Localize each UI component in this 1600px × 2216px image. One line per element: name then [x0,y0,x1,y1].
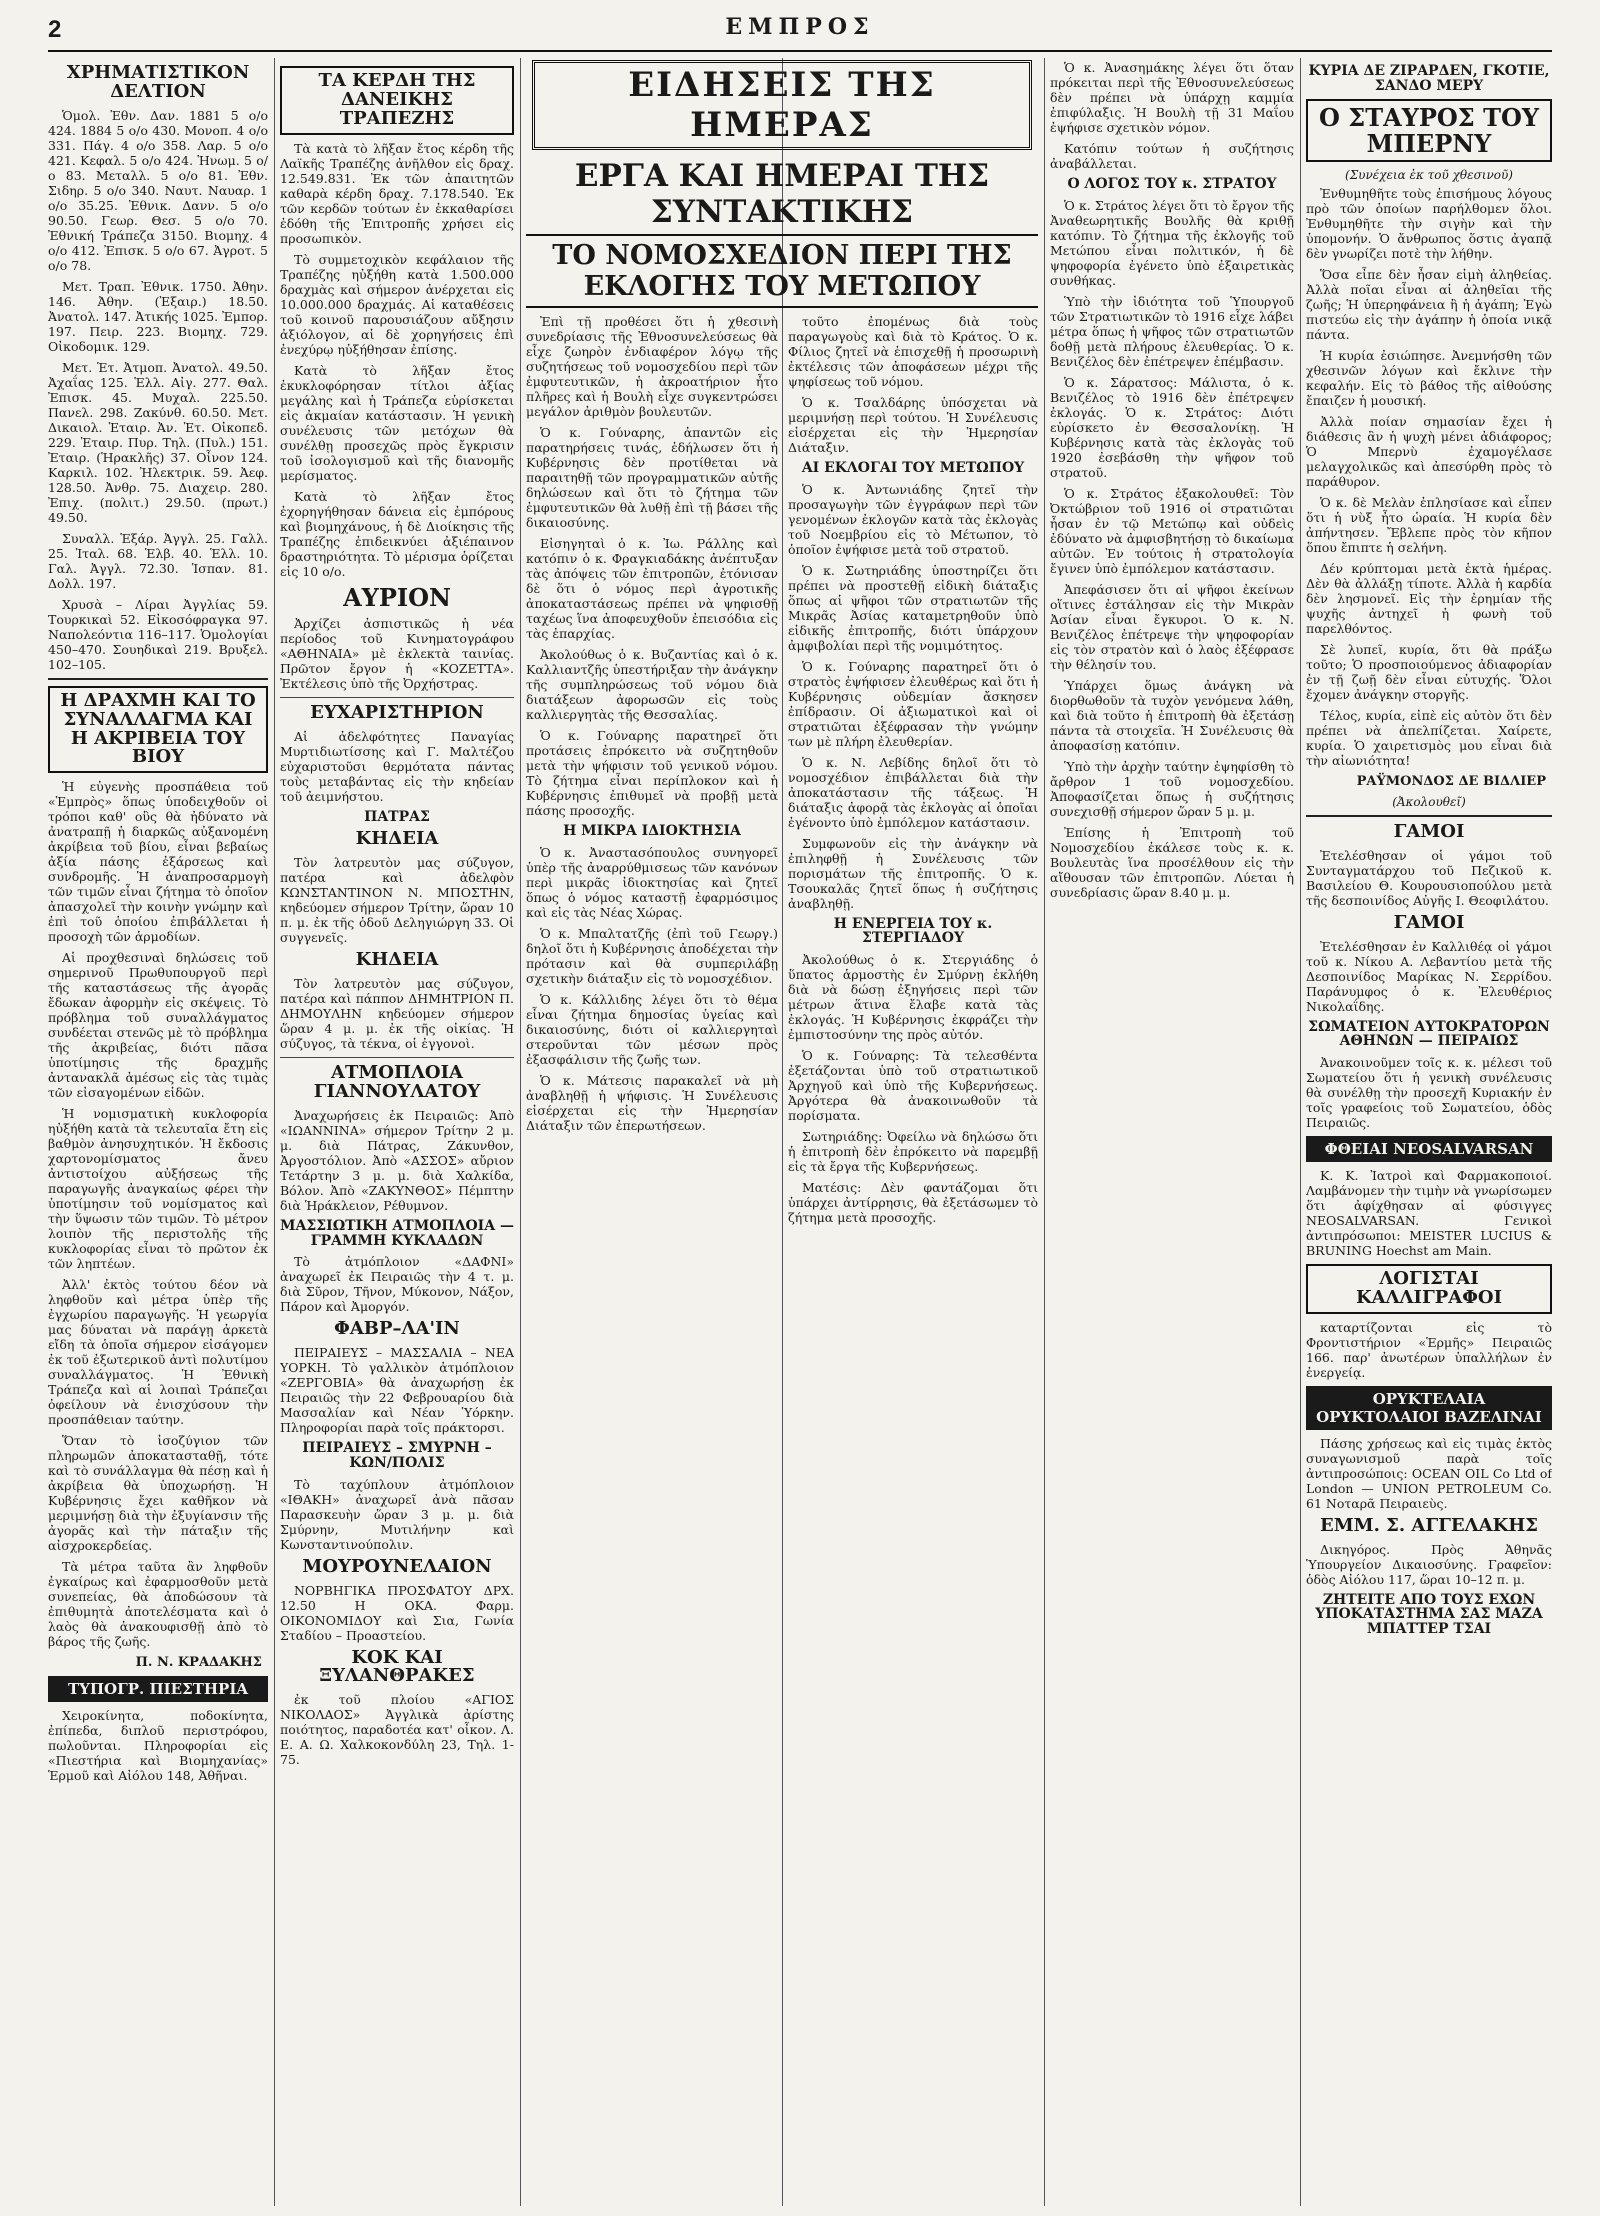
notice-text: Αἱ ἀδελφότητες Παναγίας Μυρτιδιωτίσσης καὶ Γ. Μαλτέζου εὐχαριστοῦσι θερμότατα πάντας τοὺς μεταβάντας εἰς τὴν κηδείαν τοῦ ἀειμνήστου. [280,728,514,804]
article-paragraph: τοῦτο ἐπομένως διὰ τοὺς παραγωγοὺς καὶ διὰ τὸ Κράτος. Ὁ κ. Φίλιος ζητεῖ νὰ ἐπισχεθῇ ἡ προσωρινὴ ἐκτέλεσις τῶν ἀποφάσεων μέχρι τῆς ψηφίσεως τοῦ νόμου. [788,314,1038,389]
ad-text: καταρτίζονται εἰς τὸ Φροντιστήριον «Ἑρμῆς» Πειραιῶς 166. παρ' ἀνωτέρων ὑπαλλήλων ἐν ἐνεργείᾳ. [1306,1319,1552,1380]
article-paragraph: Αἱ προχθεσιναὶ δηλώσεις τοῦ σημερινοῦ Πρωθυπουργοῦ περὶ τῆς καταστάσεως τῆς ἀγορᾶς ἔδωκαν ἀφορμὴν εἰς σκέψεις. Τὸ πρόβλημα τοῦ συναλλάγματος συνδέεται στενῶς μὲ τὸ πρόβλημα τῆς ἀκριβείας, διότι πᾶσα ὑποτίμησις τῆς δραχμῆς ἀντανακλᾶ ἀμέσως εἰς τὰς τιμὰς τῶν εἰσαγομένων εἰδῶν. [48,950,268,1101]
article-paragraph: Ὁ κ. Ἀναστασόπουλος συνηγορεῖ ὑπὲρ τῆς ἀναρρύθμισεως τῶν κανόνων περὶ μικρᾶς ἰδιοκτησίας καὶ ζητεῖ ὅπως ὁ νόμος καταστῇ ἐφαρμόσιμος καὶ εἰς τὰς Νέας Χώρας. [526,844,778,920]
article-paragraph: Κατὰ τὸ λῆξαν ἔτος ἐχορηγήθησαν δάνεια εἰς ἐμπόρους καὶ βιομηχάνους, ἡ δὲ Διοίκησις τῆς Τραπέζης ἐπιδεικνύει ἀξιέπαινον δραστηριότητα. Τὸ μέρισμα ὁρίζεται εἰς 10 ο/ο. [280,488,514,579]
ad-text: Δικηγόρος. Πρὸς Ἀθηνᾶς Ὑπουργείον Δικαιοσύνης. Γραφεῖον: ὁδὸς Αἰόλου 117, ὥραι 10–12 π. μ. [1306,1541,1552,1587]
article-paragraph: Ὁ κ. Κάλλιδης λέγει ὅτι τὸ θέμα εἶναι ζήτημα δημοσίας ὑγείας καὶ δικαιοσύνης, διότι οἱ καλλιεργηταὶ στεροῦνται τῶν μέσων πρὸς ἐξασφάλισιν τῆς ζωῆς των. [526,991,778,1067]
center-headlines [526,60,1038,310]
article-paragraph: Τὸ συμμετοχικὸν κεφάλαιον τῆς Τραπέζης ηὐξήθη κατὰ 1.500.000 δραχμὰς καὶ σήμερον ἀνέρχεται εἰς 10.000.000 δραχμάς. Αἱ καταθέσεις τοῦ κοινοῦ παρουσιάζουν αὔξησιν ἀξιόλογον, αἱ δὲ χορηγήσεις ἐπὶ ἐνεχύρῳ ηὐξήθησαν ἐπίσης. [280,251,514,357]
masthead [48,14,1552,52]
newspaper-page [48,14,1552,2206]
column-1 [48,60,268,2206]
article-paragraph: Ὁ κ. Μπαλτατζῆς (ἐπὶ τοῦ Γεωργ.) δηλοῖ ὅτι ἡ Κυβέρνησις ἀποδέχεται τὴν πρότασιν καὶ θὰ συμπεριλάβῃ σχετικὴν διάταξιν εἰς τὸ νομοσχέδιον. [526,925,778,986]
article-paragraph: Ἐπὶ τῇ προθέσει ὅτι ἡ χθεσινὴ συνεδρίασις τῆς Ἐθνοσυνελεύσεως θὰ εἶχε ζωηρὸν ἐνδιαφέρον λόγῳ τῆς συζητήσεως τοῦ νομοσχεδίου περὶ τῶν ἐμφυτευτικῶν, ἡ ἀκροατήριον ἦτο πλῆρες καὶ ἡ Βουλὴ εἶχε συγκεντρώσει μεγάλον ἀριθμὸν βουλευτῶν. [526,314,778,419]
article-headline: ΤΑ ΚΕΡΔΗ ΤΗΣ ΔΑΝΕΙΚΗΣ ΤΡΑΠΕΖΗΣ [280,66,514,135]
serial-title: Ο ΣΤΑΥΡΟΣ ΤΟΥ ΜΠΕΡΝΥ [1306,99,1552,161]
page-number: 2 [48,16,62,43]
article-paragraph: Ἐπίσης ἡ Ἐπιτροπὴ τοῦ Νομοσχεδίου ἐκάλεσε τοὺς κ. κ. Βουλευτὰς ἵνα προσέλθουν εἰς τὴν αἴθουσαν τῶν ἐπιτροπῶν. Λύεται ἡ συνεδρίασις ὥραν 8.40 μ. μ. [1050,824,1294,900]
article-paragraph: Ὁ κ. Στράτος ἐξακολουθεῖ: Τὸν Ὀκτώβριον τοῦ 1916 οἱ στρατιῶται ἦσαν ἐν τῷ Μετώπῳ καὶ οὐδεὶς ἐδύνατο νὰ ἀμφισβητήσῃ τὸ δικαίωμα αὐτῶν. Ἐν τούτοις ἡ στρατολογία ἔγινεν ὑπὸ ἐμπόλεμον κατάστασιν. [1050,485,1294,576]
article-paragraph: Ὑπὸ τὴν ἰδιότητα τοῦ Ὑπουργοῦ τῶν Στρατιωτικῶν τὸ 1916 εἶχε λάβει μέτρα ὅπως ἡ ψῆφος τῶν στρατιωτῶν δοθῇ μετὰ πλήρους ἐλευθερίας. Ὁ κ. Βενιζέλος δὲν ἐπέτρεψεν ἐπέμβασιν. [1050,293,1294,369]
stock-text: Μετ. Τραπ. Ἐθνικ. 1750. Ἀθην. 146. Ἀθην. (Ἐξαιρ.) 18.50. Ἀνατολ. 147. Ἀτικής 1025. Ἐμπορ. 197. Πειρ. 223. Βιομηχ. 729. Οἰκοδομικ. 129. [48,278,268,354]
serial-author: ΡΑΫΜΟΝΔΟΣ ΔΕ ΒΙΔΛΙΕΡ [1356,773,1546,789]
article-paragraph: Ὁ κ. Τσαλδάρης ὑπόσχεται νὰ μεριμνήσῃ περὶ τούτου. Ἡ Συνέλευσις εἰσέρχεται εἰς τὴν Ἡμερησίαν Διάταξιν. [788,395,1038,455]
article-paragraph: Ὁ κ. Σωτηριάδης ὑποστηρίζει ὅτι πρέπει νὰ προστεθῇ εἰδικὴ διάταξις ὅπως αἱ ψῆφοι τῶν στρατιωτῶν τῆς Μικρᾶς Ἀσίας καταμετρηθοῦν ὑπὸ εἰδικῆς ἐπιτροπῆς, διότι ὑπάρχουν ἀμφιβολίαι περὶ τῆς νομιμότητος. [788,562,1038,653]
main-headline: ΕΡΓΑ ΚΑΙ ΗΜΕΡΑΙ ΤΗΣ ΣΥΝΤΑΚΤΙΚΗΣ [526,156,1038,236]
section-headline: ΑΙ ΕΚΛΟΓΑΙ ΤΟΥ ΜΕΤΩΠΟΥ [801,460,1025,476]
article-paragraph: Ὁ κ. Στράτος λέγει ὅτι τὸ ἔργον τῆς Ἀναθεωρητικῆς Βουλῆς θὰ κριθῇ κατόπιν. Τὸ ζήτημα τῆς ἐκλογῆς τοῦ Μετώπου εἶναι πολιτικόν, ἡ δὲ ψηφοφορία ἐγένετο ὑπὸ ἐξαιρετικὰς συνθήκας. [1050,197,1294,288]
wedding-headline: ΓΑΜΟΙ [1393,820,1465,842]
article-signature: Π. Ν. ΚΡΑΔΑΚΗΣ [135,1655,262,1671]
ad-text: Πάσης χρήσεως καὶ εἰς τιμὰς ἐκτὸς συναγωνισμοῦ παρὰ τοῖς ἀντιπροσώποις: OCEAN OIL Co Ltd of London — UNION PETROLEUM Co. 61 Νοταρᾶ Πειραιεὺς. [1306,1435,1552,1511]
shipping-headline: ΠΕΙΡΑΙΕΥΣ – ΣΜΥΡΝΗ – ΚΩΝ/ΠΟΛΙΣ [302,1440,492,1471]
column-4 [788,314,1038,2206]
news-banner [532,60,1032,150]
article-paragraph: Τὰ κατὰ τὸ λῆξαν ἔτος κέρδη τῆς Λαϊκῆς Τραπέζης ἀνῆλθον εἰς δραχ. 12.549.831. Ἐκ τῶν ἀπαιτητῶν καθαρὰ κέρδη δραχ. 7.178.540. Ἐκ τῶν κερδῶν τούτων ἐν ἐκκαθαρίσει ἐδόθη τῆς Ἐπιτροπῆς χρήσει εἰς προσωπικὸν. [280,140,514,246]
article-paragraph: Ὁ κ. Γούναρης παρατηρεῖ ὅτι προτάσεις ἐπρόκειτο νὰ συζητηθοῦν μετὰ τὴν ψήφισιν τοῦ γενικοῦ νόμου. Τὸ ζήτημα εἶναι περίπλοκον καὶ ἡ Κυβέρνησις ἐπιθυμεῖ νὰ προβῇ μετὰ πάσης προσοχῆς. [526,728,778,818]
ad-headline: ΚΟΚ ΚΑΙ ΞΥΛΑΝΘΡΑΚΕΣ [319,1646,475,1687]
article-paragraph: Ὅταν τὸ ἰσοζύγιον τῶν πληρωμῶν ἀποκατασταθῇ, τότε καὶ τὸ συνάλλαγμα θὰ πέσῃ καὶ ἡ ἀκρίβεια θὰ ὑποχωρήσῃ. Ἡ Κυβέρνησις ἔχει καθῆκον νὰ μεριμνήσῃ διὰ τὴν ἐξυγίανσιν τῆς ἀγορᾶς καὶ τὴν πάταξιν τῆς αἰσχροκερδείας. [48,1433,268,1554]
article-paragraph: Ἀπεφάσισεν ὅτι αἱ ψῆφοι ἐκείνων οἵτινες ἐστάλησαν εἰς τὴν Μικρὰν Ἀσίαν εἶναι ἔγκυροι. Ὁ κ. Ν. Βενιζέλος ἐπέτρεψε τὴν ψηφοφορίαν εἰς τὸν στρατὸν καὶ ὁ λαὸς ἐξέφρασε τὴν θέλησίν του. [1050,581,1294,672]
serial-paragraph: Τέλος, κυρία, εἰπὲ εἰς αὐτὸν ὅτι δὲν πρέπει νὰ ἀπελπίζεται. Χαίρετε, κυρία. Ὁ χαιρετισμὸς μου εἶναι διὰ τὴν αἰωνιότητα! [1306,707,1552,768]
ad-text: ΖΗΤΕΙΤΕ ΑΠΟ ΤΟΥΣ ΕΧΩΝ ΥΠΟΚΑΤΑΣΤΗΜΑ ΣΑΣ ΜΑΖΑ ΜΠΑΤΤΕΡ ΤΣΑΙ [1315,1591,1543,1637]
funeral-text: Τὸν λατρευτὸν μας σύζυγον, πατέρα καὶ ἀδελφὸν ΚΩΝΣΤΑΝΤΙΝΟΝ Ν. ΜΠΟΣΤΗΝ, κηδεύομεν σήμερον Τρίτην, ὥραν 10 π. μ. ἐκ τῆς ὁδοῦ Δεληγιώργη 33. Οἱ συγγενεῖς. [280,855,514,946]
serial-paragraph: Ὅσα εἶπε δὲν ἦσαν εἰμὴ ἀληθείας. Ἀλλὰ ποῖαι εἶναι αἱ ἀληθεῖαι τῆς ζωῆς; Ἡ ὑπερηφάνεια ἢ ἡ ἀγάπη; Ἐγὼ πιστεύω εἰς τὴν ἀγάπην ἡ ὁποία νικᾷ πάντα. [1306,266,1552,342]
serial-paragraph: Σὲ λυπεῖ, κυρία, ὅτι θὰ πράξω τοῦτο; Ὁ προσποιούμενος ἀδιαφορίαν ἐν τῇ ζωῇ δὲν εἶναι εὐτυχής. Ὅλοι ἔχομεν ἀνάγκην στοργῆς. [1306,641,1552,702]
association-headline: ΣΩΜΑΤΕΙΟΝ ΑΥΤΟΚΡΑΤΟΡΩΝ ΑΘΗΝΩΝ — ΠΕΙΡΑΙΩΣ [1308,1018,1550,1050]
section-headline: Η ΜΙΚΡΑ ΙΔΙΟΚΤΗΣΙΑ [563,823,741,839]
article-paragraph: Ἡ νομισματικὴ κυκλοφορία ηὐξήθη κατὰ τὰ τελευταῖα ἔτη εἰς βαθμὸν ἀνησυχητικόν. Ἡ ἔκδοσις χαρτονομίσματος ἄνευ ἀντιστοίχου αὐξήσεως τῆς παραγωγῆς ἀναγκαίως φέρει τὴν ὑποτίμησιν τοῦ νομίσματος καὶ τὴν ὕψωσιν τῶν τιμῶν. Τὸ μέτρον λοιπὸν τῆς περιστολῆς τῆς κυκλοφορίας εἶναι τὸ πρῶτον ἐκ τῶν ληπτέων. [48,1106,268,1272]
stock-text: Μετ. Ἑτ. Ἀτμοπ. Ἀνατολ. 49.50. Ἀχαΐας 125. Ἑλλ. Αἰγ. 277. Θαλ. Ἐπισκ. 45. Μυχαλ. 225.50. Πανελ. 298. Ζακύνθ. 60.50. Μετ. Δικαιολ. Ἑταιρ. Ἀν. Ἐτ. Οἰκοπεδ. 229. Ἐταιρ. Πυρ. Τηλ. (Πυλ.) 151. Ἐταιρ. (Ἡρακλῆς) 37. Οἶνον 124. Καρκιλ. 102. Ἠλεκτρικ. 59. Ἀεφ. 128.50. Ἀνθρ. 75. Διαχειρ. 280. Ἐπιχ. (πολιτ.) 29.50. (πρωτ.) 49.50. [48,359,268,525]
serial-paragraph: Ἐνθυμηθῆτε τοὺς ἐπισήμους λόγους πρὸ τῶν ὁποίων παρήλθομεν ὅλοι. Ἐνθυμηθῆτε τὴν σιγὴν καὶ τὴν ὑπομονήν. Ὁ ἄνθρωπος ὅστις ἀγαπᾷ δὲν γνωρίζει ποτὲ τὴν λήθην. [1306,185,1552,261]
serial-paragraph: Δέν κρύπτομαι μετὰ ἑκτὰ ἡμέρας. Δὲν θὰ ἀλλάξῃ τίποτε. Ἀλλὰ ἡ καρδία δὲν λησμονεῖ. Εἰς τὴν ἐρημίαν τῆς ψυχῆς ἀντηχεῖ ἡ φωνὴ τοῦ παρελθόντος. [1306,560,1552,636]
serial-paragraph: Ἀλλὰ ποίαν σημασίαν ἔχει ἡ διάθεσις ἂν ἡ ψυχὴ μένει ἀδιάφορος; Ὁ Μπερνὺ ἐχαμογέλασε μελαγχολικῶς καὶ ἀπεσύρθη πρὸς τὸ παράθυρον. [1306,413,1552,489]
article-paragraph: Ἀλλ' ἐκτὸς τούτου δέον νὰ ληφθοῦν καὶ μέτρα ὑπὲρ τῆς ἐγχωρίου παραγωγῆς. Ἡ γεωργία μας δύναται νὰ παράγῃ ἀρκετὰ εἴδη τὰ ὁποῖα σήμερον εἰσάγομεν ἐκ τοῦ ἐξωτερικοῦ ἀντὶ πολυτίμου συναλλάγματος. Ἡ Ἐθνικὴ Τράπεζα καὶ αἱ λοιπαὶ Τράπεζαι ὀφείλουν νὰ ἐνισχύσουν τὴν προσπάθειαν ταύτην. [48,1277,268,1428]
article-headline: Η ΔΡΑΧΜΗ ΚΑΙ ΤΟ ΣΥΝΑΛΛΑΓΜΑ ΚΑΙ Η ΑΚΡΙΒΕΙΑ ΤΟΥ ΒΙΟΥ [48,686,268,774]
section-headline: Ο ΛΟΓΟΣ ΤΟΥ κ. ΣΤΡΑΤΟΥ [1067,176,1277,192]
shipping-text: Τὸ ταχύπλουν ἀτμόπλοιον «ΙΘΑΚΗ» ἀναχωρεῖ ἀνὰ πᾶσαν Παρασκευὴν ὥραν 3 μ. μ. διὰ Σμύρνην, Μυτιλήνην καὶ Κωνσταντινούπολιν. [280,1476,514,1552]
stock-report-title: ΧΡΗΜΑΤΙΣΤΙΚΟΝ ΔΕΛΤΙΟΝ [66,62,250,102]
ad-title: ΛΟΓΙΣΤΑΙ ΚΑΛΛΙΓΡΑΦΟΙ [1306,1264,1552,1314]
article-paragraph: Ἀκολούθως ὁ κ. Βυζαντίας καὶ ὁ κ. Καλλιαντζῆς ὑπεστήριξαν τὴν ἀνάγκην τῆς συμπληρώσεως τοῦ νόμου διὰ διατάξεων ἀφορωσῶν εἰς τοὺς καλλιεργητὰς τῆς Θεσσαλίας. [526,647,778,722]
article-paragraph: Ἀκολούθως ὁ κ. Στεργιάδης ὁ ὕπατος ἁρμοστὴς ἐν Σμύρνῃ ἐκλήθη διὰ νὰ δώσῃ ἐξηγήσεις περὶ τῶν μέτρων ἅτινα ἔλαβε κατὰ τὰς ἐκλογάς. Ἡ Κυβέρνησις ἐκφράζει τὴν ἐμπιστοσύνην της πρὸς αὐτόν. [788,952,1038,1043]
ad-title: ΤΥΠΟΓΡ. ΠΙΕΣΤΗΡΙΑ [48,1676,268,1702]
article-paragraph: Ὁ κ. Ἀντωνιάδης ζητεῖ τὴν προσαγωγὴν τῶν ἐγγράφων περὶ τῶν γενομένων ἐκλογῶν κατὰ τὰς ἐκλογὰς τοῦ Νοεμβρίου εἰς τὸ Μέτωπον, τὸ ὁποῖον ἐψήφισε μετὰ τοῦ στρατοῦ. [788,481,1038,557]
wedding-headline: ΓΑΜΟΙ [1393,911,1465,933]
article-paragraph: Ὁ κ. Σάρατσος: Μάλιστα, ὁ κ. Βενιζέλος τὸ 1916 δὲν ἐπέτρεψεν ἐκλογάς. Ὁ κ. Στράτος: Διότι εὑρίσκετο ἐν Θεσσαλονίκῃ. Ἡ Κυβέρνησις κατὰ τὰς ἐκλογὰς τοῦ 1920 ἐσεβάσθη τὴν ψῆφον τοῦ στρατοῦ. [1050,374,1294,480]
article-paragraph: Ὑπάρχει ὅμως ἀνάγκη νὰ διορθωθοῦν τὰ τυχὸν γενόμενα λάθη, καὶ διὰ τοῦτο ἡ ἐπιτροπὴ θὰ ἐξετάσῃ πάντα τὰ στοιχεῖα. Ἡ Συνέλευσις θὰ ἀποφασίσῃ κατόπιν. [1050,677,1294,753]
funeral-text: Τὸν λατρευτὸν μας σύζυγον, πατέρα καὶ πάππον ΔΗΜΗΤΡΙΟΝ Π. ΔΗΜΟΥΛΗΝ κηδεύομεν σήμερον ὥραν 4 μ. μ. ἐκ τῆς οἰκίας. Ἡ σύζυγος, τὰ τέκνα, οἱ ἐγγονοὶ. [280,976,514,1052]
ad-title: ΦΘΕΙΑΙ NEOSALVARSAN [1306,1136,1552,1162]
shipping-text: Τὸ ἀτμόπλοιον «ΔΑΦΝΙ» ἀναχωρεῖ ἐκ Πειραιῶς τὴν 4 τ. μ. διὰ Σῦρον, Τῆνον, Μύκονον, Νάξον, Πάρον καὶ Ἀμοργόν. [280,1254,514,1315]
ad-headline: ΜΟΥΡΟΥΝΕΛΑΙΟΝ [302,1555,492,1577]
column-3 [526,314,778,2206]
article-paragraph: Σωτηριάδης: Ὀφείλω νὰ δηλώσω ὅτι ἡ ἐπιτροπὴ δὲν ἐπρόκειτο νὰ παρεμβῇ εἰς τὰ ἔργα τῆς Κυβερνήσεως. [788,1129,1038,1175]
article-paragraph: Ματέσις: Δὲν φαντάζομαι ὅτι ὑπάρχει ἀντίρρησις, θὰ ἐξετάσωμεν τὸ ζήτημα μετὰ προσοχῆς. [788,1180,1038,1226]
serial-continues: (Ἀκολουθεῖ) [1392,794,1466,809]
notice-place: ΠΑΤΡΑΣ [364,808,430,825]
column-rule [274,58,275,2206]
ad-text: ΝΟΡΒΗΓΙΚΑ ΠΡΟΣΦΑΤΟΥ ΔΡΧ. 12.50 Η ΟΚΑ. Φαρμ. ΟΙΚΟΝΟΜΙΔΟΥ καὶ Σια, Γωνία Σταδίου – Προαστείου. [280,1582,514,1643]
funeral-headline: ΚΗΔΕΙΑ [355,828,439,850]
ad-title: ΟΡΥΚΤΕΛΑΙΑ ΟΡΥΚΤΟΛΑΙΟΙ ΒΑΖΕΛΙΝΑΙ [1306,1386,1552,1430]
stock-text: Συναλλ. Ἑξάρ. Ἀγγλ. 25. Γαλλ. 25. Ἰταλ. 68. Ἑλβ. 40. Ἑλλ. 10. Γαλ. Ἀγγλ. 72.30. Ἰσπαν. 81. Δολλ. 197. [48,530,268,591]
serial-subtitle: (Συνέχεια ἐκ τοῦ χθεσινοῦ) [1345,167,1513,182]
serial-author-line: ΚΥΡΙΑ ΔΕ ΖΙΡΑΡΔΕΝ, ΓΚΟΤΙΕ, ΣΑΝΔΟ ΜΕΡΥ [1308,63,1550,94]
stock-text: Ὁμολ. Ἐθν. Δαν. 1881 5 ο/ο 424. 1884 5 ο/ο 430. Μονοπ. 4 ο/ο 331. Πάγ. 4 ο/ο 358. Λαρ. 5 ο/ο 421. Κεφαλ. 5 ο/ο 424. Ἡνωμ. 5 ο/ο 83. Μεταλλ. 5 ο/ο 81. Ἐθν. Σιδηρ. 5 ο/ο 340. Ναυτ. Ναυαρ. 1 ο/ο 35.25. Ἐθνικ. Δανν. 5 ο/ο 90.50. Γεωρ. Θεσ. 5 ο/ο 70. Ἐθνική Τράπεζα 3150. Βιομηχ. 4 ο/ο 412. Ἐπισκ. 5 ο/ο 67. Ἀγροτ. 5 ο/ο 78. [48,107,268,273]
article-paragraph: Ὑπὸ τὴν ἀρχὴν ταύτην ἐψηφίσθη τὸ ἄρθρον 1 τοῦ νομοσχεδίου. Ἀποφασίζεται ὅπως ἡ συζήτησις συνεχισθῇ σήμερον ὥραν 5 μ. μ. [1050,758,1294,819]
ad-title: ΕΜΜ. Σ. ΑΓΓΕΛΑΚΗΣ [1320,1514,1538,1536]
secondary-headline: ΤΟ ΝΟΜΟΣΧΕΔΙΟΝ ΠΕΡΙ ΤΗΣ ΕΚΛΟΓΗΣ ΤΟΥ ΜΕΤΩΠΟΥ [526,236,1038,308]
wedding-text: Ἐτελέσθησαν οἱ γάμοι τοῦ Συνταγματάρχου τοῦ Πεζικοῦ κ. Βασιλείου Θ. Κουρουσιοπούλου μετὰ τῆς δεσποινίδος Αὐγῆς Ι. Θεοφιλάτου. [1306,847,1552,908]
shipping-headline: ΜΑΣΣΙΩΤΙΚΗ ΑΤΜΟΠΛΟΙΑ — ΓΡΑΜΜΗ ΚΥΚΛΑΔΩΝ [280,1218,514,1249]
ad-text: ἐκ τοῦ πλοίου «ΑΓΙΟΣ ΝΙΚΟΛΑΟΣ» Ἀγγλικὰ ἀρίστης ποιότητος, παραδοτέα κατ' οἶκον. Λ. Ε. Α. Ω. Χαλκοκονδύλη 23, Τηλ. 1-75. [280,1692,514,1768]
article-paragraph: Ὁ κ. Μάτεσις παρακαλεῖ νὰ μὴ ἀναβληθῇ ἡ ψήφισις. Ἡ Συνέλευσις εἰσέρχεται εἰς τὴν Ἡμερησίαν Διάταξιν τῶν ἐπερωτήσεων. [526,1072,778,1133]
article-paragraph: Ἡ εὐγενὴς προσπάθεια τοῦ «Ἐμπρὸς» ὅπως ὑποδειχθοῦν οἱ τρόποι καθ' οὓς θὰ ἠδύνατο νὰ ἀνατραπῇ ἡ διαρκῶς αὐξανομένη ἀκρίβεια τοῦ βίου, εἶναι βεβαίως ἀξία πάσης ἐξάρσεως καὶ συνδρομῆς. Ἡ ἀναπροσαρμογὴ τῶν τιμῶν εἶναι ζήτημα τὸ ὁποῖον ἀπασχολεῖ τὴν κοινὴν γνώμην καὶ ἐπὶ τοῦ ὁποίου ἐπιβάλλεται ἡ προσοχὴ τῶν ἁρμοδίων. [48,779,268,945]
association-text: Ἀνακοινοῦμεν τοῖς κ. κ. μέλεσι τοῦ Σωματείου ὅτι ἡ γενικὴ συνέλευσις θὰ συνέλθῃ τὴν προσεχῆ Κυριακήν ἐν τοῖς γραφείοις τοῦ Σωματείου, ὁδὸς Πειραιῶς. [1306,1054,1552,1130]
stock-text: Χρυσὰ – Λίραι Ἀγγλίας 59. Τουρκικαὶ 52. Εἰκοσόφραγκα 97. Ναπολεόντια 116–117. Ὁμολογίαι 450–470. Σουηδικαὶ 219. Βρυξελ. 102–105. [48,596,268,672]
divider [48,678,268,680]
article-paragraph: Ὁ κ. Ν. Λεβίδης δηλοῖ ὅτι τὸ νομοσχέδιον ἐπιβάλλεται διὰ τὴν ἀποκατάστασιν τῆς τάξεως. Ἡ διάταξις ἀφορᾷ τὰς ἐκλογὰς αἱ ὁποῖαι ἐγένοντο ὑπὸ ἐμπόλεμον κατάστασιν. [788,754,1038,830]
article-paragraph: Ὁ κ. Γούναρης, ἀπαντῶν εἰς παρατηρήσεις τινάς, ἐδήλωσεν ὅτι ἡ Κυβέρνησις δὲν προτίθεται νὰ παραιτηθῇ τῶν προγραμματικῶν αὐτῆς δηλώσεων καὶ ὅτι τὸ ζήτημα τῶν ἐμφυτευτικῶν θὰ λυθῇ ἐπὶ τῇ βάσει τῆς δικαιοσύνης. [526,425,778,530]
column-6 [1306,60,1552,2206]
news-banner-title: ΕΙΔΗΣΕΙΣ ΤΗΣ ΗΜΕΡΑΣ [628,65,936,145]
shipping-headline: ΦΑΒΡ–ΛΑ'ΙΝ [334,1318,460,1340]
notice-text: Ἀρχίζει ἀσπιστικῶς ἡ νέα περίοδος τοῦ Κινηματογράφου «ΑΘΗΝΑΙΑ» μὲ ἐκλεκτὰ ταινίας. Πρῶτον ἔργον ἡ «ΚΟΖΕΤΤΑ». Ἐκτέλεσις ὑπὸ τῆς Ὀρχήστρας. [280,615,514,691]
article-paragraph: Ὁ κ. Ἀνασημάκης λέγει ὅτι ὅταν πρόκειται περὶ τῆς Ἐθνοσυνελεύσεως δὲν πρέπει νὰ ὑπάρχῃ καμμία ἐπιφύλαξις. Ἡ Βουλὴ τῇ 31 Μαΐου ἐψήφισε σχετικὸν νόμον. [1050,60,1294,135]
divider [1306,815,1552,817]
column-5 [1050,60,1294,2206]
funeral-headline: ΚΗΔΕΙΑ [355,949,439,971]
column-rule [520,58,521,2206]
serial-paragraph: Ἡ κυρία ἐσιώπησε. Ἀνεμνήσθη τῶν χθεσινῶν λόγων καὶ ἔκλινε τὴν κεφαλήν. Εἰς τὸ βάθος τῆς αἰθούσης ἔπαιζεν ἡ μουσική. [1306,347,1552,408]
shipping-text: Ἀναχωρήσεις ἐκ Πειραιῶς: Ἀπὸ «ΙΩΑΝΝΙΝΑ» σήμερον Τρίτην 2 μ. μ. διὰ Πάτρας, Ζάκυνθον, Ἀργοστόλιον. Ἀπὸ «ΑΣΣΟΣ» αὔριον Τετάρτην 3 μ. μ. διὰ Χαλκίδα, Βόλον. Ἀπὸ «ΖΑΚΥΝΘΟΣ» Πέμπτην διὰ Ἡράκλειον, Ρέθυμνον. [280,1108,514,1213]
column-rule [782,58,783,2206]
article-paragraph: Ὁ κ. Γούναρης παρατηρεῖ ὅτι ὁ στρατὸς ἐψήφισεν ἐλευθέρως καὶ ὅτι ἡ Κυβέρνησις οὐδεμίαν ἄσκησεν ἐπίδρασιν. Οἱ ἀξιωματικοὶ καὶ οἱ στρατιῶται ἐξέφρασαν τὴν γνώμην των μὲ πλήρη ἐλευθερίαν. [788,658,1038,749]
column-2 [280,60,514,2206]
ad-text: Χειροκίνητα, ποδοκίνητα, ἐπίπεδα, διπλοῦ περιστρόφου, πωλοῦνται. Πληροφορίαι εἰς «Πιεστήρια καὶ Βιομηχανίας» Ἑρμοῦ καὶ Αἰόλου 148, Ἀθῆναι. [48,1708,268,1784]
shipping-headline: ΑΤΜΟΠΛΟΙΑ ΓΙΑΝΝΟΥΛΑΤΟΥ [313,1062,481,1103]
tertiary-headline [526,308,1038,310]
column-rule [1300,58,1301,2206]
wedding-text: Ἐτελέσθησαν ἐν Καλλιθέᾳ οἱ γάμοι τοῦ κ. Νίκου Α. Λεβαντίου μετὰ τῆς Δεσποινίδος Μαρίκας Ν. Σερρίδου. Παράνυμφος ὁ κ. Ἐλευθέριος Νικολαΐδης. [1306,938,1552,1014]
ad-text: Κ. Κ. Ἰατροὶ καὶ Φαρμακοποιοί. Λαμβάνομεν τὴν τιμὴν νὰ γνωρίσωμεν ὅτι ἀφίχθησαν αἱ φύσιγγες NEOSALVARSAN. Γενικοὶ ἀντιπρόσωποι: MEISTER LUCIUS & BRUNING Hoechst am Main. [1306,1167,1552,1258]
article-paragraph: Ὁ κ. Γούναρης: Τὰ τελεσθέντα ἐξετάζονται ὑπὸ τοῦ στρατιωτικοῦ Ἀρχηγοῦ καὶ ὑπὸ τῆς Κυβερνήσεως. Ἀργότερα θὰ ἀνακοινωθοῦν τὰ πορίσματα. [788,1048,1038,1124]
column-rule [1044,58,1045,2206]
divider [280,1057,514,1058]
shipping-text: ΠΕΙΡΑΙΕΥΣ – ΜΑΣΣΑΛΙΑ – ΝΕΑ ΥΟΡΚΗ. Τὸ γαλλικὸν ἀτμόπλοιον «ΖΕΡΓΟΒΙΑ» θὰ ἀναχωρήσῃ ἐκ Πειραιῶς τὴν 22 Φεβρουαρίου διὰ Μασσαλίαν καὶ Νέαν Ὑόρκην. Πληροφορίαι παρὰ τοῖς πράκτορσι. [280,1345,514,1436]
article-paragraph: Τὰ μέτρα ταῦτα ἂν ληφθοῦν ἐγκαίρως καὶ ἐφαρμοσθοῦν μετὰ συνεπείας, θὰ ἀποδώσουν τὰ ἐπιθυμητὰ ἀποτελέσματα καὶ ὁ λαὸς θὰ ἀνακουφισθῇ ἀπὸ τὸ βάρος τῆς ζωῆς. [48,1559,268,1650]
article-paragraph: Συμφωνοῦν εἰς τὴν ἀνάγκην νὰ ἐπιληφθῇ ἡ Συνέλευσις τῶν πορισμάτων τῆς ἐπιτροπῆς. Ὁ κ. Τσουκαλᾶς ζητεῖ ὅπως ἡ συζήτησις ἀναβληθῇ. [788,835,1038,911]
article-paragraph: Κατόπιν τούτων ἡ συζήτησις ἀναβάλλεται. [1050,141,1294,171]
serial-paragraph: Ὁ κ. δὲ Μελὰν ἐπλησίασε καὶ εἶπεν ὅτι ἡ νὺξ ἦτο ὡραία. Ἡ κυρία δὲν ἀπήντησεν. Ἔβλεπε πρὸς τὸν κῆπον ὅπου ἔπιπτε ἡ σελήνη. [1306,494,1552,555]
section-headline: Η ΕΝΕΡΓΕΙΑ ΤΟΥ κ. ΣΤΕΡΓΙΑΔΟΥ [833,915,993,947]
article-paragraph: Εἰσηγηταὶ ὁ κ. Ἰω. Ράλλης καὶ κατόπιν ὁ κ. Φραγκιαδάκης ἀνέπτυξαν τὰς ἀπόψεις τῶν ἐπιτροπῶν, ἐτόνισαν δὲ ὅτι ὁ νόμος περὶ ἀγροτικῆς ἀποκαταστάσεως πρέπει νὰ ψηφισθῇ ταχέως ἵνα ἀποφευχθοῦν ἐπεισόδια εἰς τὰς ἐπαρχίας. [526,536,778,641]
paper-name: ΕΜΠΡΟΣ [725,14,875,40]
article-paragraph: Κατὰ τὸ λῆξαν ἔτος ἐκυκλοφόρησαν τίτλοι ἀξίας μεγάλης καὶ ἡ Τράπεζα εὑρίσκεται εἰς ἀκμαίαν κατάστασιν. Ἡ γενικὴ συνέλευσις τῶν μετόχων θὰ συνέλθῃ προσεχῶς πρὸς ἔγκρισιν τοῦ ἰσολογισμοῦ καὶ τῆς διανομῆς μερίσματος. [280,362,514,483]
divider [280,697,514,698]
notice-headline: ΑΥΡΙΟΝ [343,582,451,612]
notice-headline: ΕΥΧΑΡΙΣΤΗΡΙΟΝ [310,701,484,723]
